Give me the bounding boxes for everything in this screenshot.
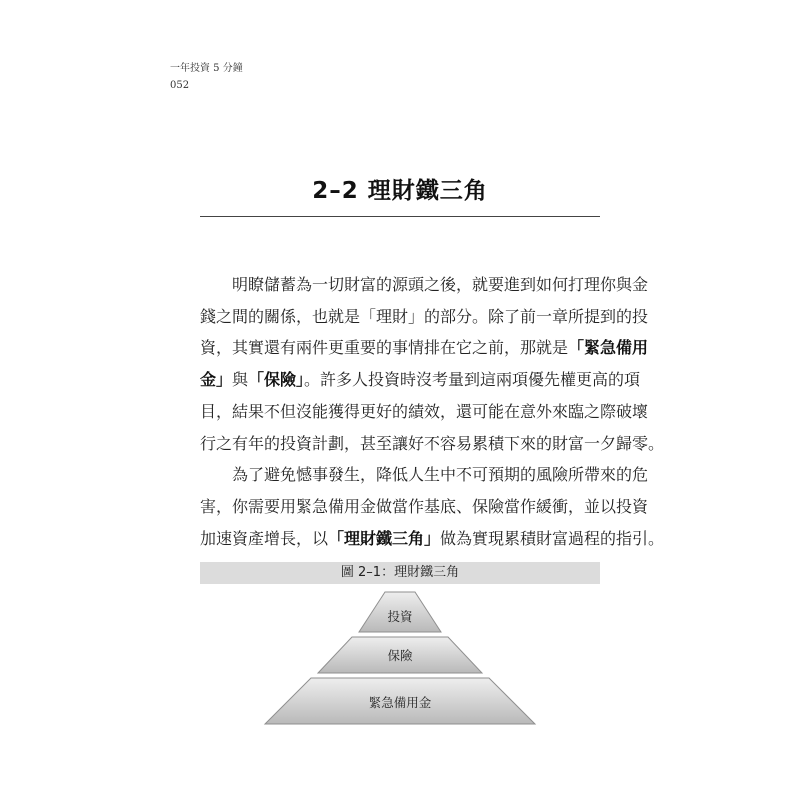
- figure-caption: 圖 2–1：理財鐵三角: [200, 562, 600, 584]
- book-title: 一年投資 5 分鐘: [170, 63, 243, 74]
- text-segment: 加速資產增長，以: [200, 528, 329, 548]
- emphasis-triangle: 「理財鐵三角」: [328, 528, 441, 548]
- emphasis-emergency-fund: 「緊急備用: [568, 338, 649, 358]
- text-segment: 。許多人投資時沒考量到這兩項優先權更高的項: [304, 370, 641, 390]
- paragraph-1-line-1: 明瞭儲蓄為一切財富的源頭之後，就要進到如何打理你與金: [232, 275, 649, 294]
- paragraph-1-line-6: 行之有年的投資計劃，甚至讓好不容易累積下來的財富一夕歸零。: [200, 433, 665, 453]
- tier-label-investment: 投資: [387, 609, 413, 624]
- text-segment: 做為實現累積財富過程的指引。: [440, 528, 665, 548]
- section-title: 2–2 理財鐵三角: [312, 178, 488, 204]
- page-number: 052: [170, 80, 190, 91]
- emphasis-emergency-fund-end: 金」: [200, 370, 233, 390]
- text-segment: 與: [232, 370, 249, 390]
- paragraph-2-line-2: 害，你需要用緊急備用金做當作基底、保險當作緩衝，並以投資: [200, 496, 649, 516]
- tier-label-insurance: 保險: [387, 648, 413, 663]
- text-segment: 資，其實還有兩件更重要的事情排在它之前，那就是: [200, 338, 569, 358]
- emphasis-insurance: 「保險」: [248, 370, 305, 390]
- paragraph-2-line-1: 為了避免憾事發生，降低人生中不可預期的風險所帶來的危: [232, 465, 649, 485]
- paragraph-1-line-2: 錢之間的關係，也就是「理財」的部分。除了前一章所提到的投: [200, 306, 649, 326]
- tier-label-emergency-fund: 緊急備用金: [368, 695, 432, 710]
- paragraph-1-line-5: 目，結果不但沒能獲得更好的績效，還可能在意外來臨之際破壞: [200, 401, 649, 421]
